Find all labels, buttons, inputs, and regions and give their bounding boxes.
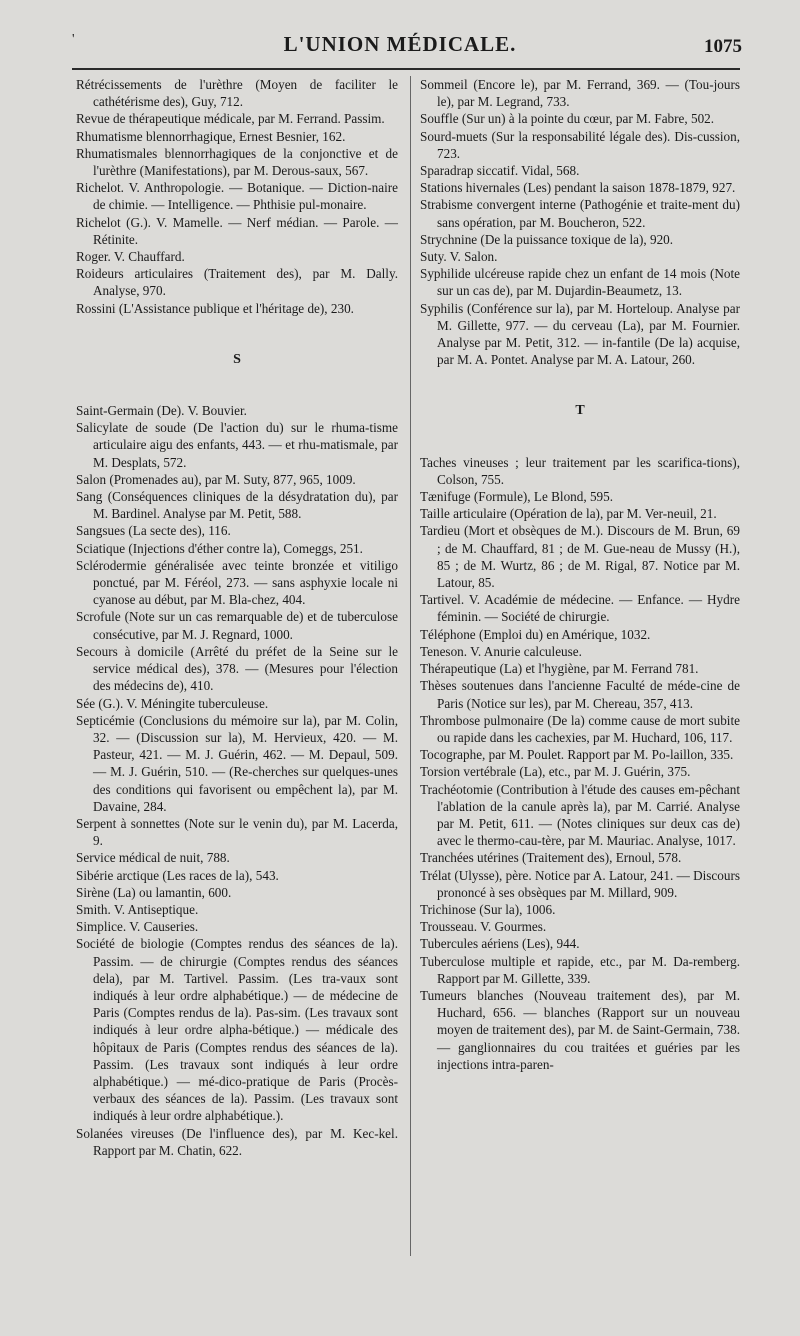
- index-entry: Rétrécissements de l'urèthre (Moyen de faciliter le cathétérisme des), Guy, 712.: [76, 77, 398, 110]
- index-entry: Rhumatismales blennorrhagiques de la conjonctive et de l'urèthre (Manifestations), par M. Derous-saux, 567.: [76, 145, 398, 179]
- index-entry: Trousseau. V. Gourmes.: [420, 919, 547, 935]
- index-entry: Tocographe, par M. Poulet. Rapport par M. Po-laillon, 335.: [420, 747, 734, 763]
- index-entry: Thérapeutique (La) et l'hygiène, par M. Ferrand 781.: [420, 661, 699, 677]
- entries-t: [420, 454, 740, 1073]
- index-entry: Secours à domicile (Arrêté du préfet de la Seine sur le service médical des), 378. — (Mesures pour l'élection des médecins de), 410.: [76, 643, 398, 694]
- index-entry: Sciatique (Injections d'éther contre la), Comeggs, 251.: [76, 540, 363, 556]
- index-entry: Roideurs articulaires (Traitement des), par M. Dally. Analyse, 970.: [76, 266, 398, 299]
- index-entry: Stations hivernales (Les) pendant la saison 1878-1879, 927.: [420, 180, 736, 196]
- index-entry: Thèses soutenues dans l'ancienne Faculté de méde-cine de Paris (Notice sur les), par M. Chereau, 357, 413.: [420, 678, 740, 711]
- page-number: 1075: [704, 36, 742, 57]
- index-entry: Rhumatisme blennorrhagique, Ernest Besnier, 162.: [76, 128, 346, 144]
- index-entry: Teneson. V. Anurie calculeuse.: [420, 643, 582, 659]
- index-entry: Trichinose (Sur la), 1006.: [420, 901, 556, 917]
- column-divider: [410, 76, 411, 1256]
- index-entry: Rossini (L'Assistance publique et l'héritage de), 230.: [76, 300, 354, 316]
- index-entry: Trachéotomie (Contribution à l'étude des causes em-pêchant l'ablation de la canule après la), par M. Carrié. Analyse par M. Petit, 611. — (Notes cliniques sur deux cas de) avec le thermo-cau-tère, par M. Mauriac. Analyse, 1017.: [420, 781, 740, 849]
- index-entry: Trélat (Ulysse), père. Notice par A. Latour, 241. — Discours prononcé à ses obsèques par M. Millard, 909.: [420, 867, 740, 900]
- corner-mark: ': [72, 32, 75, 47]
- index-entry: Souffle (Sur un) à la pointe du cœur, par M. Fabre, 502.: [420, 111, 715, 127]
- left-column: [76, 76, 398, 1159]
- index-entry: Torsion vertébrale (La), etc., par M. J. Guérin, 375.: [420, 764, 691, 780]
- index-entry: Roger. V. Chauffard.: [76, 249, 185, 265]
- index-entry: Suty. V. Salon.: [420, 249, 498, 265]
- index-entry: Syphilis (Conférence sur la), par M. Horteloup. Analyse par M. Gillette, 977. — du cerveau (La), par M. Fournier. Analyse par M. Petit, 312. — in-fantile (De la) acquise, par M. A. Pontet. Analyse par M. A. Latour, 260.: [420, 300, 740, 368]
- index-entry: Téléphone (Emploi du) en Amérique, 1032.: [420, 626, 651, 642]
- index-entry: Sclérodermie généralisée avec teinte bronzée et vitiligo ponctué, par M. Féréol, 273. — sans asphyxie locale ni cyanose au début, par M. Bla-chez, 404.: [76, 557, 398, 608]
- index-entry: Sibérie arctique (Les races de la), 543.: [76, 867, 279, 883]
- index-entry: Thrombose pulmonaire (De la) comme cause de mort subite ou rapide dans les cachexies, par M. Huchard, 106, 117.: [420, 712, 740, 745]
- index-entry: Taille articulaire (Opération de la), par M. Ver-neuil, 21.: [420, 506, 717, 522]
- index-entry: Tartivel. V. Académie de médecine. — Enfance. — Hydre féminin. — Société de chirurgie.: [420, 592, 740, 625]
- index-entry: Syphilide ulcéreuse rapide chez un enfant de 14 mois (Note sur un cas de), par M. Dujardin-Beaumetz, 13.: [420, 266, 740, 299]
- index-entry: Société de biologie (Comptes rendus des séances de la). Passim. — de chirurgie (Comptes rendus des séances dela), par M. Tartivel. Passim. (Les tra-vaux sont indiqués à leur ordre alphabétique.) — de médecine de Paris (Comptes rendus de la). Pas-sim. (Les travaux sont indiqués à leur ordre alpha-bétique.) — médicale des hôpitaux de Paris (Comptes rendus des séances de la). Passim. (Les travaux sont indiqués à leur ordre alphabétique.) — mé-dico-pratique de Paris (Procès-verbaux des séances de la). Passim. (Les travaux sont indiqués à leur ordre alphabétique.).: [76, 936, 398, 1124]
- index-entry: Tranchées utérines (Traitement des), Ernoul, 578.: [420, 850, 682, 866]
- index-entry: Septicémie (Conclusions du mémoire sur la), par M. Colin, 32. — (Discussion sur la), M. Hervieux, 420. — M. Pasteur, 421. — M. J. Guérin, 462. — M. Depaul, 509. — M. J. Guérin, 510. — (Re-cherches sur quelques-unes des conditions qui favorisent ou empêchent la), par M. Davaine, 284.: [76, 712, 398, 814]
- index-entry: Tardieu (Mort et obsèques de M.). Discours de M. Brun, 69 ; de M. Chauffard, 81 ; de M. Gue-neau de Mussy (H.), 85 ; de M. Wurtz, 86 ; de M. Rigal, 87. Notice par M. Latour, 85.: [420, 523, 740, 591]
- right-column: [420, 76, 740, 1073]
- index-entry: Richelot (G.). V. Mamelle. — Nerf médian. — Parole. — Rétinite.: [76, 214, 398, 247]
- index-entry: Richelot. V. Anthropologie. — Botanique. — Diction-naire de chimie. — Intelligence. — Phthisie pul-monaire.: [76, 180, 398, 213]
- index-entry: Smith. V. Antiseptique.: [76, 901, 199, 917]
- index-entry: Strabisme convergent interne (Pathogénie et traite-ment du) sans opération, par M. Boucheron, 522.: [420, 197, 740, 230]
- index-entry: Sangsues (La secte des), 116.: [76, 523, 231, 539]
- section-letter-t: T: [575, 403, 585, 419]
- index-entry: Simplice. V. Causeries.: [76, 919, 199, 935]
- index-entry: Taches vineuses ; leur traitement par les scarifica-tions), Colson, 755.: [420, 454, 740, 487]
- entries-s-right: [420, 76, 740, 368]
- index-entry: Sée (G.). V. Méningite tuberculeuse.: [76, 695, 269, 711]
- index-entry: Salon (Promenades au), par M. Suty, 877, 965, 1009.: [76, 471, 356, 487]
- index-entry: Sirène (La) ou lamantin, 600.: [76, 884, 232, 900]
- index-entry: Tænifuge (Formule), Le Blond, 595.: [420, 489, 614, 505]
- index-entry: Salicylate de soude (De l'action du) sur le rhuma-tisme articulaire aigu des enfants, 443. — et rhu-matismale, par M. Desplats, 572.: [76, 420, 398, 470]
- index-entry: Scrofule (Note sur un cas remarquable de) et de tuberculose consécutive, par M. J. Regnard, 1000.: [76, 609, 398, 642]
- index-entry: Sommeil (Encore le), par M. Ferrand, 369. — (Tou-jours le), par M. Legrand, 733.: [420, 77, 740, 110]
- index-entry: Sourd-muets (Sur la responsabilité légale des). Dis-cussion, 723.: [420, 128, 740, 161]
- entries-s-left: [76, 402, 398, 1159]
- index-entry: Tumeurs blanches (Nouveau traitement des), par M. Huchard, 656. — blanches (Rapport sur un nouveau moyen de traitement des), par M. de Saint-Germain, 738. — ganglionnaires du cou traitées et guéries par les injections intra-paren-: [420, 987, 740, 1072]
- index-entry: Tuberculose multiple et rapide, etc., par M. Da-remberg. Rapport par M. Gillette, 339.: [420, 953, 740, 986]
- index-entry: Solanées vireuses (De l'influence des), par M. Kec-kel. Rapport par M. Chatin, 622.: [76, 1125, 398, 1158]
- index-entry: Serpent à sonnettes (Note sur le venin du), par M. Lacerda, 9.: [76, 815, 398, 849]
- index-entry: Saint-Germain (De). V. Bouvier.: [76, 403, 247, 419]
- entries-r: [76, 76, 398, 317]
- section-letter-s: S: [233, 351, 241, 367]
- index-entry: Strychnine (De la puissance toxique de la), 920.: [420, 231, 674, 247]
- index-entry: Sparadrap siccatif. Vidal, 568.: [420, 163, 580, 179]
- page-header: [0, 30, 800, 66]
- index-entry: Tubercules aériens (Les), 944.: [420, 936, 580, 952]
- journal-title: L'UNION MÉDICALE.: [283, 32, 517, 56]
- index-entry: Revue de thérapeutique médicale, par M. Ferrand. Passim.: [76, 111, 385, 127]
- index-entry: Service médical de nuit, 788.: [76, 850, 230, 866]
- header-rule: [72, 68, 740, 70]
- index-entry: Sang (Conséquences cliniques de la désydratation du), par M. Bardinel. Analyse par M. Petit, 588.: [76, 489, 398, 522]
